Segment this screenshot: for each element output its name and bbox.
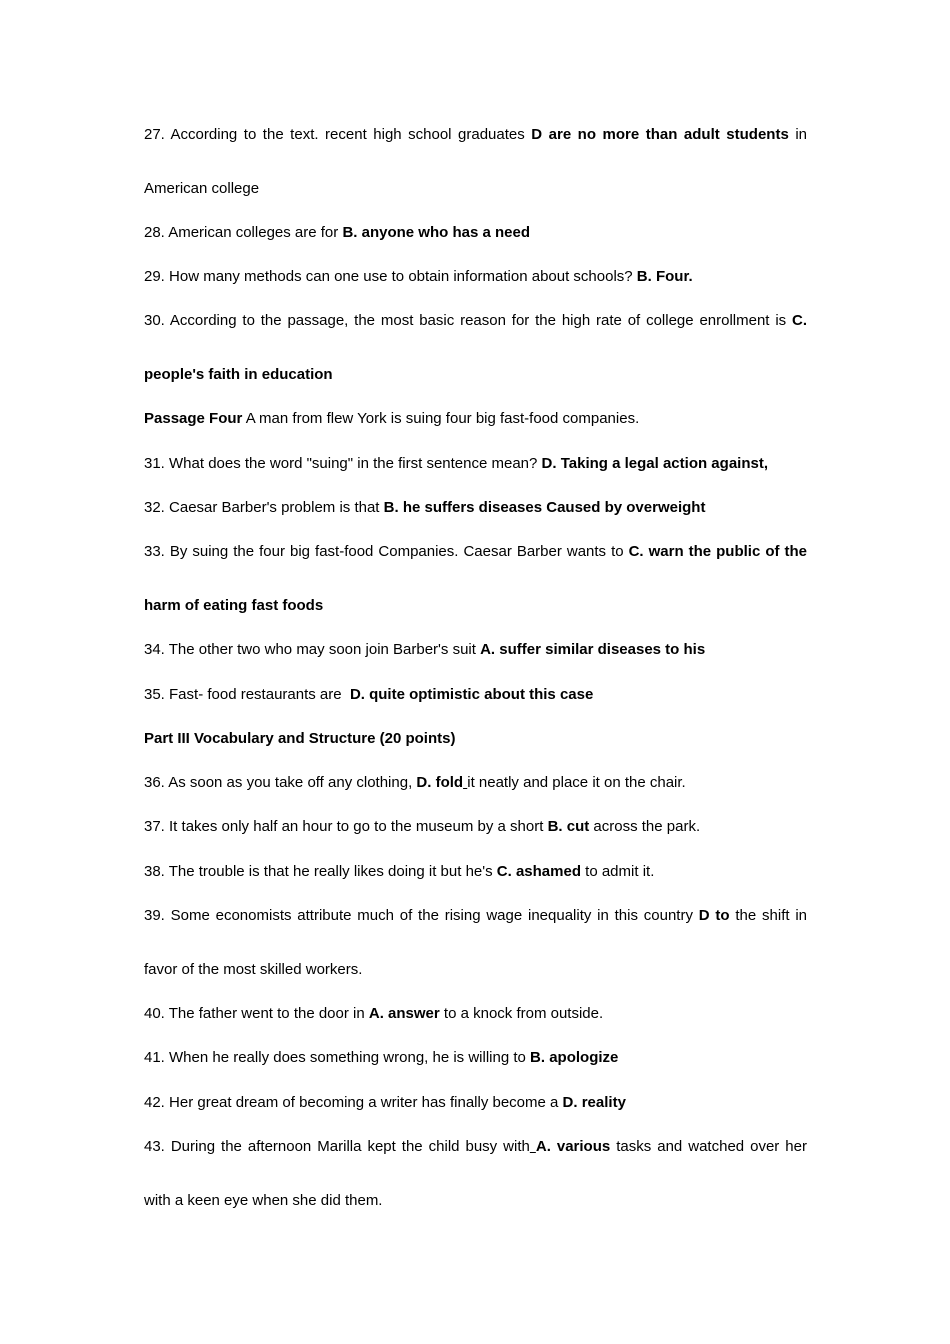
question-text: 41. When he really does something wrong, he is willing to [144, 1049, 531, 1066]
question-text: to a knock from outside. [439, 1005, 604, 1022]
question-text: 32. Caesar Barber's problem is that [144, 499, 384, 516]
question-32 [144, 498, 807, 518]
question-42 [144, 1093, 807, 1113]
passage-intro: A man from flew York is suing four big fast-food companies. [242, 410, 640, 427]
answer: A. various [535, 1138, 611, 1155]
part-three-heading [144, 729, 807, 749]
question-33-continuation [144, 596, 807, 616]
answer: D to [698, 907, 730, 924]
answer: A. suffer similar diseases to his [480, 641, 706, 658]
question-text: 33. By suing the four big fast-food Companies. Caesar Barber wants to [144, 543, 629, 560]
question-39 [144, 906, 807, 926]
answer: D. fold [416, 774, 464, 791]
passage-four [144, 409, 807, 429]
question-31 [144, 454, 807, 474]
question-text: in [788, 126, 807, 143]
question-text: 35. Fast- food restaurants are [144, 686, 350, 703]
question-text: 37. It takes only half an hour to go to the museum by a short [144, 818, 548, 835]
passage-label: Passage Four [144, 410, 243, 427]
question-text: 29. How many methods can one use to obtain information about schools? [144, 268, 637, 285]
question-text: American college [144, 180, 260, 197]
question-43-continuation [144, 1191, 807, 1211]
question-text: 38. The trouble is that he really likes doing it but he's [144, 863, 497, 880]
question-38 [144, 862, 807, 882]
question-text: 40. The father went to the door in [144, 1005, 369, 1022]
question-33 [144, 542, 807, 562]
question-text: 31. What does the word "suing" in the first sentence mean? [144, 455, 542, 472]
question-27-continuation [144, 179, 807, 199]
question-text: 36. As soon as you take off any clothing, [144, 774, 417, 791]
answer: C. warn the public of the [628, 543, 808, 560]
answer: D. quite optimistic about this case [349, 686, 594, 703]
question-30 [144, 311, 807, 331]
answer: D. Taking a legal action against, [541, 455, 768, 472]
question-text: across the park. [589, 818, 701, 835]
question-text: it neatly and place it on the chair. [467, 774, 686, 791]
question-text: 27. According to the text. recent high school graduates [144, 126, 532, 143]
question-41 [144, 1048, 807, 1068]
question-text: with a keen eye when she did them. [144, 1192, 383, 1209]
question-36 [144, 773, 807, 793]
question-text: 34. The other two who may soon join Barber's suit [144, 641, 481, 658]
question-text: 28. American colleges are for [144, 224, 343, 241]
question-text: favor of the most skilled workers. [144, 961, 363, 978]
question-34 [144, 640, 807, 660]
question-40 [144, 1004, 807, 1024]
question-43 [144, 1137, 807, 1157]
question-37 [144, 817, 807, 837]
question-35 [144, 685, 807, 705]
question-text: 42. Her great dream of becoming a writer has finally become a [144, 1094, 563, 1111]
question-text: 43. During the afternoon Marilla kept the child busy with [144, 1138, 530, 1155]
answer: people's faith in education [144, 366, 333, 383]
question-39-continuation [144, 960, 807, 980]
answer: D are no more than adult students [531, 126, 789, 143]
question-28 [144, 223, 807, 243]
section-heading: Part III Vocabulary and Structure (20 points) [144, 730, 456, 747]
question-30-continuation [144, 365, 807, 385]
answer: B. Four. [636, 268, 693, 285]
question-text: tasks and watched over her [610, 1138, 807, 1155]
answer: B. cut [547, 818, 590, 835]
question-text: the shift in [729, 907, 808, 924]
answer: B. he suffers diseases Caused by overweight [383, 499, 706, 516]
answer: B. apologize [530, 1049, 619, 1066]
question-text: 39. Some economists attribute much of the rising wage inequality in this country [144, 907, 699, 924]
question-text: to admit it. [581, 863, 655, 880]
answer: C. ashamed [496, 863, 581, 880]
answer: B. anyone who has a need [342, 224, 530, 241]
question-27 [144, 125, 807, 145]
answer: C. [792, 312, 807, 329]
answer: D. reality [562, 1094, 626, 1111]
question-text: 30. According to the passage, the most basic reason for the high rate of college enrollment is [144, 312, 792, 329]
answer: harm of eating fast foods [144, 597, 324, 614]
answer: A. answer [368, 1005, 440, 1022]
question-29 [144, 267, 807, 287]
